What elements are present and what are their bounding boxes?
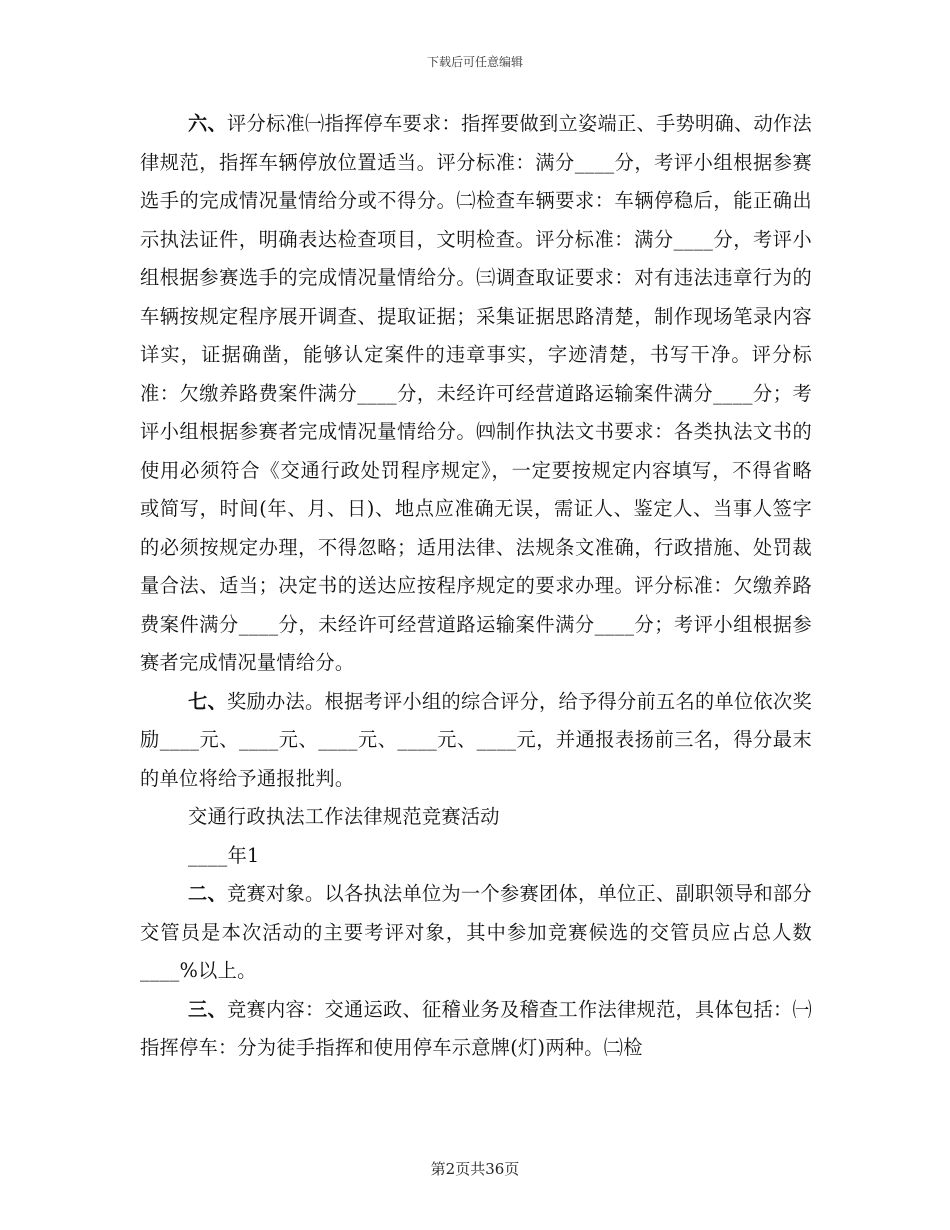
paragraph-text: 奖励办法。根据考评小组的综合评分，给予得分前五名的单位依次奖励____元、____元、____元、____元、____元，并通报表扬前三名，得分最末的单位将给予通报批判。 — [140, 689, 813, 790]
document-title-line — [140, 798, 812, 837]
paragraph-text: 竞赛对象。以各执法单位为一个参赛团体，单位正、副职领导和部分交管员是本次活动的主要考评对象，其中参加竞赛候选的交管员应占总人数____%以上。 — [140, 882, 813, 982]
section-heading: 六、 — [188, 112, 228, 135]
section-heading: 三、 — [188, 997, 228, 1021]
paragraph-text: 评分标准㈠指挥停车要求：指挥要做到立姿端正、手势明确、动作法律规范，指挥车辆停放位置适当。评分标准：满分____分，考评小组根据参赛选手的完成情况量情给分或不得分。㈡检查车辆要求：车辆停稳后，能正确出示执法证件，明确表达检查项目，文明检查。评分标准：满分____分，考评小组根据参赛选手的完成情况量情给分。㈢调查取证要求：对有违法违章行为的车辆按规定程序展开调查、提取证据；采集证据思路清楚，制作现场笔录内容详实，证据确凿，能够认定案件的违章事实，字迹清楚，书写干净。评分标准：欠缴养路费案件满分____分，未经许可经营道路运输案件满分____分；考评小组根据参赛者完成情况量情给分。㈣制作执法文书要求：各类执法文书的使用必须符合《交通行政处罚程序规定》，一定要按规定内容填写，不得省略或简写，时间(年、月、日)、地点应准确无误，需证人、鉴定人、当事人签字的必须按规定办理，不得忽略；适用法律、法规条文准确，行政措施、处罚裁量合法、适当；决定书的送达应按程序规定的要求办理。评分标准：欠缴养路费案件满分____分，未经许可经营道路运输案件满分____分；考评小组根据参赛者完成情况量情给分。 — [140, 112, 813, 674]
date-line — [140, 837, 812, 876]
page-footer: 第2页共36页 — [430, 1160, 520, 1178]
section-heading: 二、 — [188, 882, 228, 905]
paragraph-section-3 — [140, 991, 812, 1068]
paragraph-section-6 — [140, 105, 812, 683]
paragraph-section-7 — [140, 683, 812, 799]
section-heading: 七、 — [188, 689, 228, 713]
page-header: 下载后可任意编辑 — [426, 55, 523, 69]
document-body — [140, 105, 812, 1068]
paragraph-text: 交通行政执法工作法律规范竞赛活动 — [188, 805, 500, 828]
paragraph-section-2 — [140, 875, 812, 991]
paragraph-text: ____年1 — [188, 843, 260, 867]
paragraph-text: 竞赛内容：交通运政、征稽业务及稽查工作法律规范，具体包括：㈠指挥停车：分为徒手指挥和使用停车示意牌(灯)两种。㈡检 — [140, 997, 813, 1059]
